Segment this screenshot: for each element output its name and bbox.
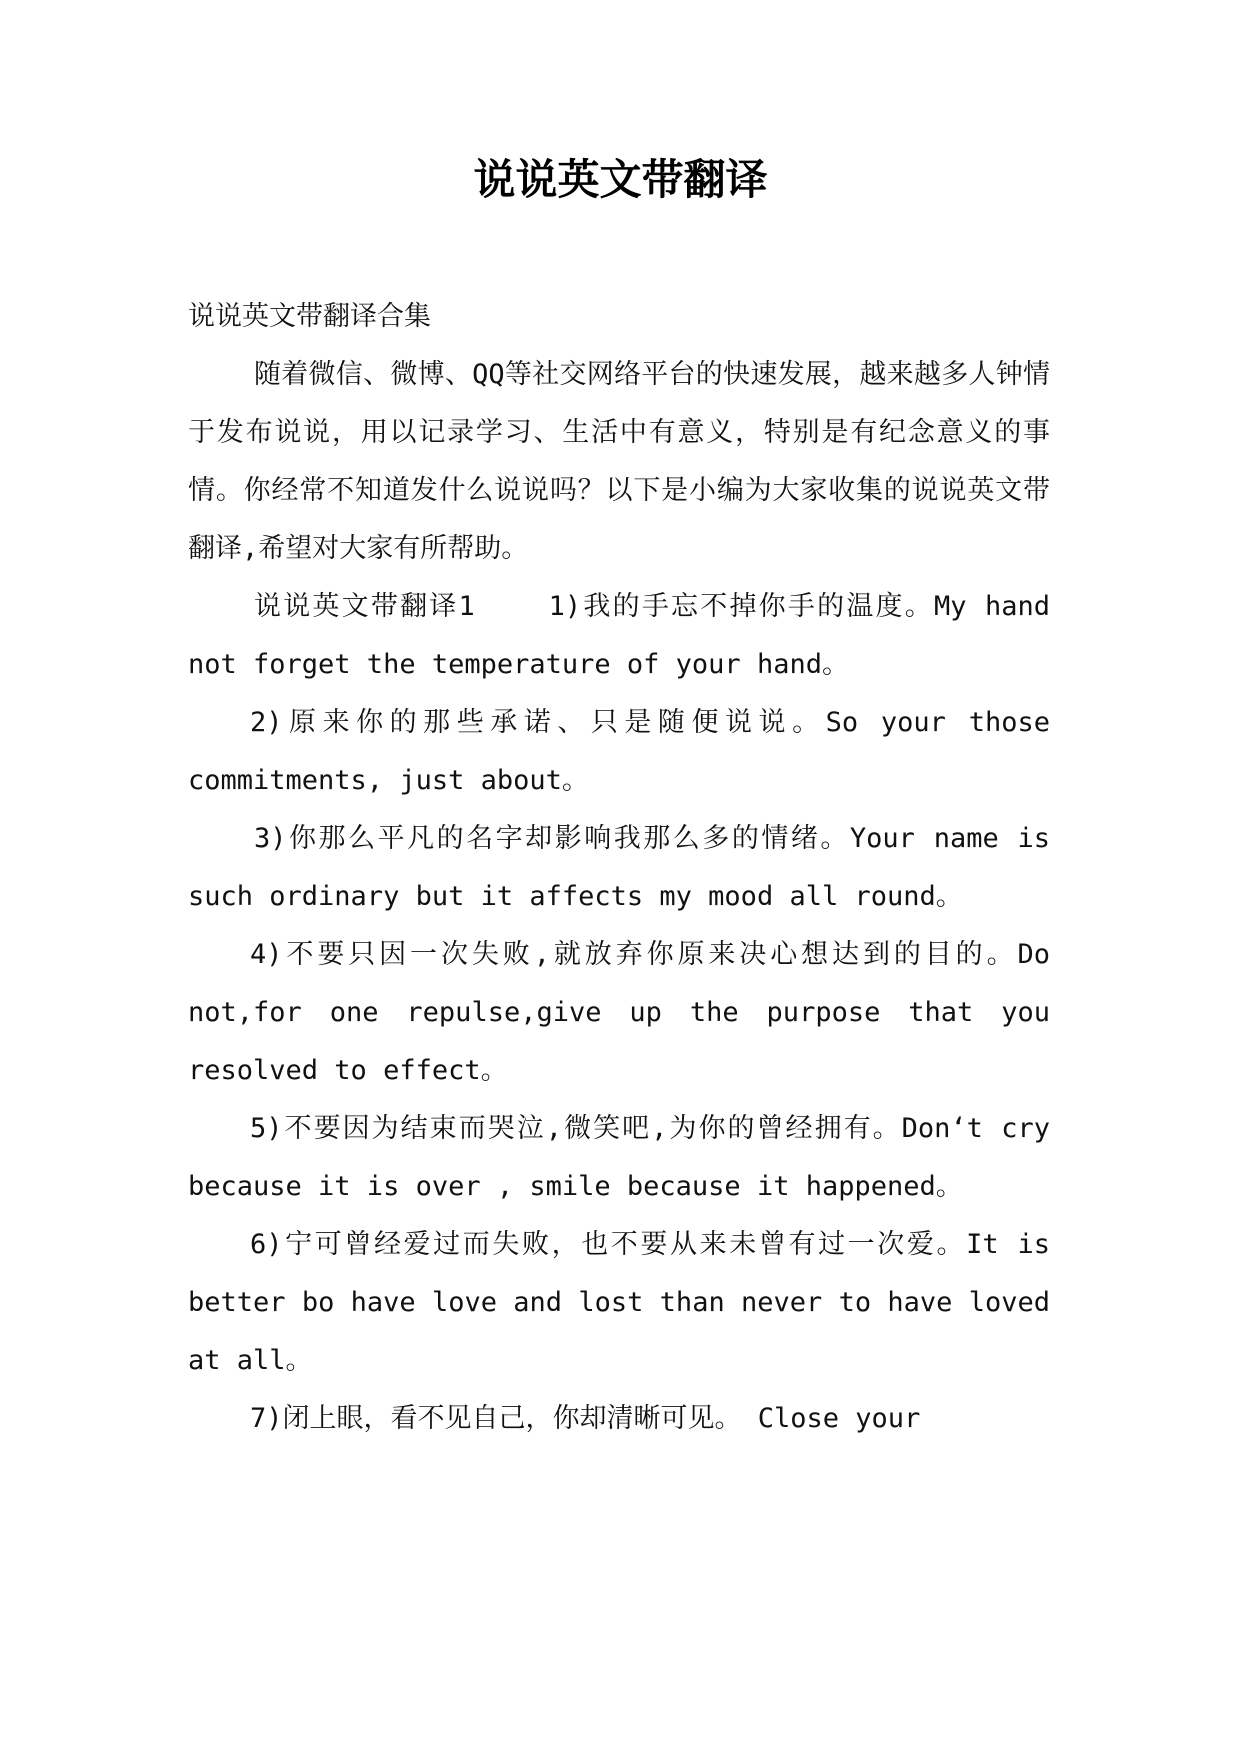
- subtitle: 说说英文带翻译合集: [188, 301, 431, 332]
- list-item: 2)原来你的那些承诺、只是随便说说。So your those commitments, just about。: [188, 707, 1050, 796]
- intro-paragraph: 随着微信、微博、QQ等社交网络平台的快速发展，越来越多人钟情于发布说说，用以记录学习、生活中有意义，特别是有纪念意义的事情。你经常不知道发什么说说吗？以下是小编为大家收集的说说英文带翻译,希望对大家有所帮助。: [188, 359, 1050, 564]
- document-body: [188, 288, 1050, 1448]
- list-item: 3)你那么平凡的名字却影响我那么多的情绪。Your name is such ordinary but it affects my mood all round。: [188, 823, 1050, 912]
- section-paragraph-1: [188, 578, 1050, 694]
- list-item: 6)宁可曾经爱过而失败，也不要从来未曾有过一次爱。It is better bo have love and lost than never to have loved at all。: [188, 1229, 1050, 1376]
- list-item: 5)不要因为结束而哭泣,微笑吧,为你的曾经拥有。Don‘t cry because it is over , smile because it happened。: [188, 1113, 1050, 1202]
- section-heading: 说说英文带翻译1: [254, 591, 475, 622]
- document-title: 说说英文带翻译: [473, 155, 768, 204]
- list-item: 7)闭上眼，看不见自己，你却清晰可见。 Close your: [250, 1403, 921, 1434]
- list-item: 1)我的手忘不掉你手的温度。My hand not forget the temperature of your hand。: [188, 591, 1050, 680]
- list-item: 4)不要只因一次失败,就放弃你原来决心想达到的目的。Do not,for one repulse,give up the purpose that you resolved to effect。: [188, 939, 1050, 1086]
